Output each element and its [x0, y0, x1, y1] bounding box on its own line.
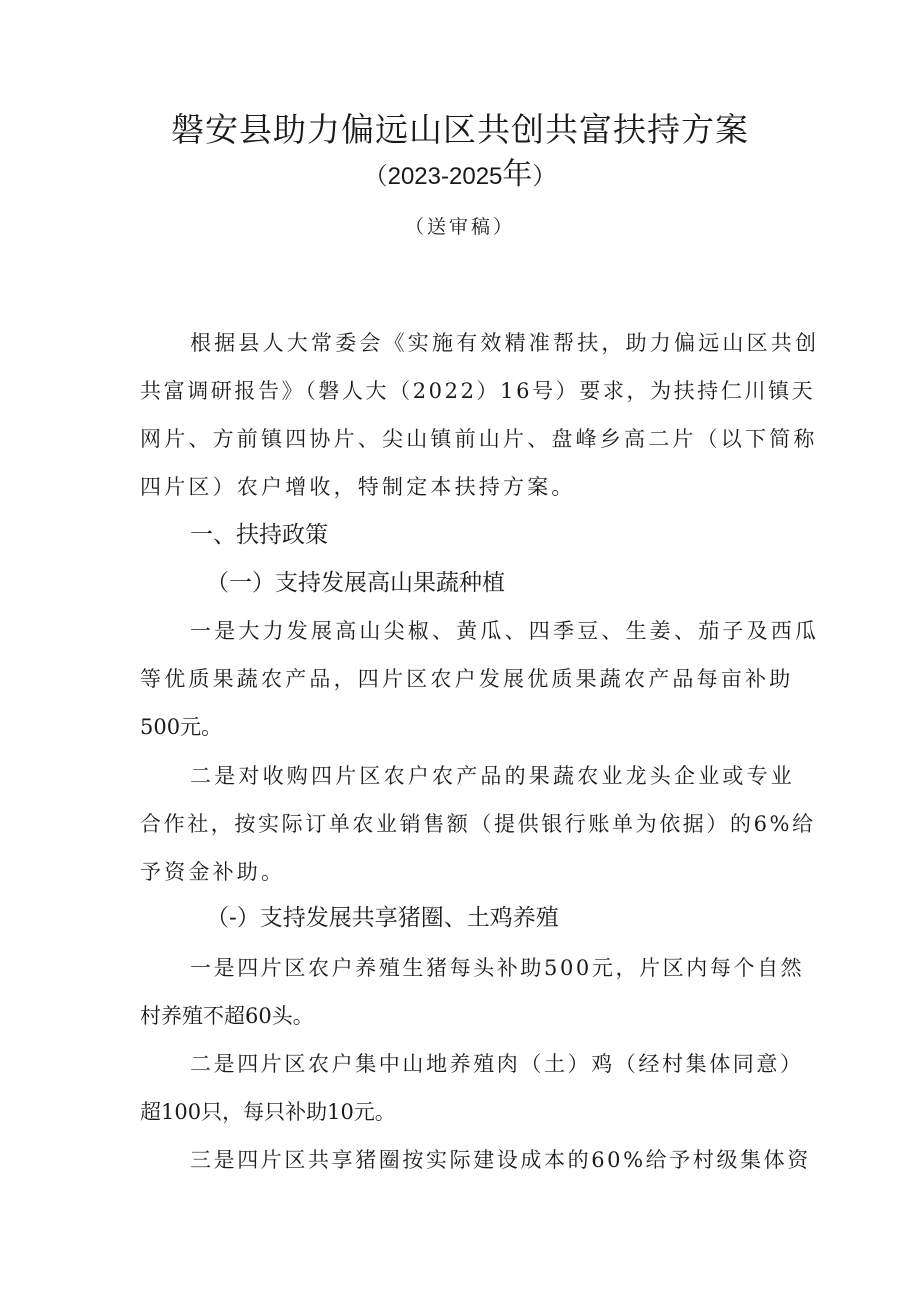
subtitle-years: 2023-2025	[387, 163, 503, 190]
paragraph-line: 村养殖不超60头。	[140, 1004, 314, 1028]
paragraph-line: 500元。	[140, 715, 223, 739]
paragraph-line: 三是四片区共享猪圈按实际建设成本的60%给予村级集体资	[190, 1148, 811, 1172]
document-title: 磐安县助力偏远山区共创共富扶持方案	[171, 110, 749, 149]
paragraph-line: 一是四片区农户养殖生猪每头补助500元，片区内每个自然	[190, 956, 805, 980]
paragraph-line: 合作社，按实际订单农业销售额（提供银行账单为依据）的6%给	[140, 812, 816, 836]
paragraph-line: 四片区）农户增收，特制定本扶持方案。	[140, 475, 576, 499]
subtitle-year-char: 年	[502, 157, 533, 192]
subtitle-close-paren: ）	[532, 162, 557, 190]
subtitle-open-paren: （	[363, 162, 388, 190]
paragraph-line: 予资金补助。	[140, 860, 286, 884]
paragraph-line: 二是对收购四片区农户农产品的果蔬农业龙头企业或专业	[190, 764, 795, 788]
paragraph-line: 等优质果蔬农产品，四片区农户发展优质果蔬农产品每亩补助	[140, 667, 794, 691]
paragraph-line: 共富调研报告》（磐人大（2022）16号）要求，为扶持仁川镇天	[140, 379, 816, 403]
paragraph-line: 根据县人大常委会《实施有效精准帮扶，助力偏远山区共创	[190, 331, 820, 355]
document-subtitle	[0, 155, 920, 199]
paragraph-line: 一是大力发展高山尖椒、黄瓜、四季豆、生姜、茄子及西瓜	[190, 619, 820, 643]
paragraph-line: 二是四片区农户集中山地养殖肉（土）鸡（经村集体同意）	[190, 1052, 804, 1076]
draft-label: （送审稿）	[404, 216, 515, 238]
paragraph-line: 网片、方前镇四协片、尖山镇前山片、盘峰乡高二片（以下简称	[140, 427, 818, 451]
paragraph-line: 超100只，每只补助10元。	[140, 1100, 396, 1124]
subsection-heading: （一）支持发展高山果蔬种植	[206, 570, 505, 596]
section-heading: 一、扶持政策	[190, 522, 328, 548]
subsection-heading: （-）支持发展共享猪圈、土鸡养殖	[206, 905, 559, 931]
